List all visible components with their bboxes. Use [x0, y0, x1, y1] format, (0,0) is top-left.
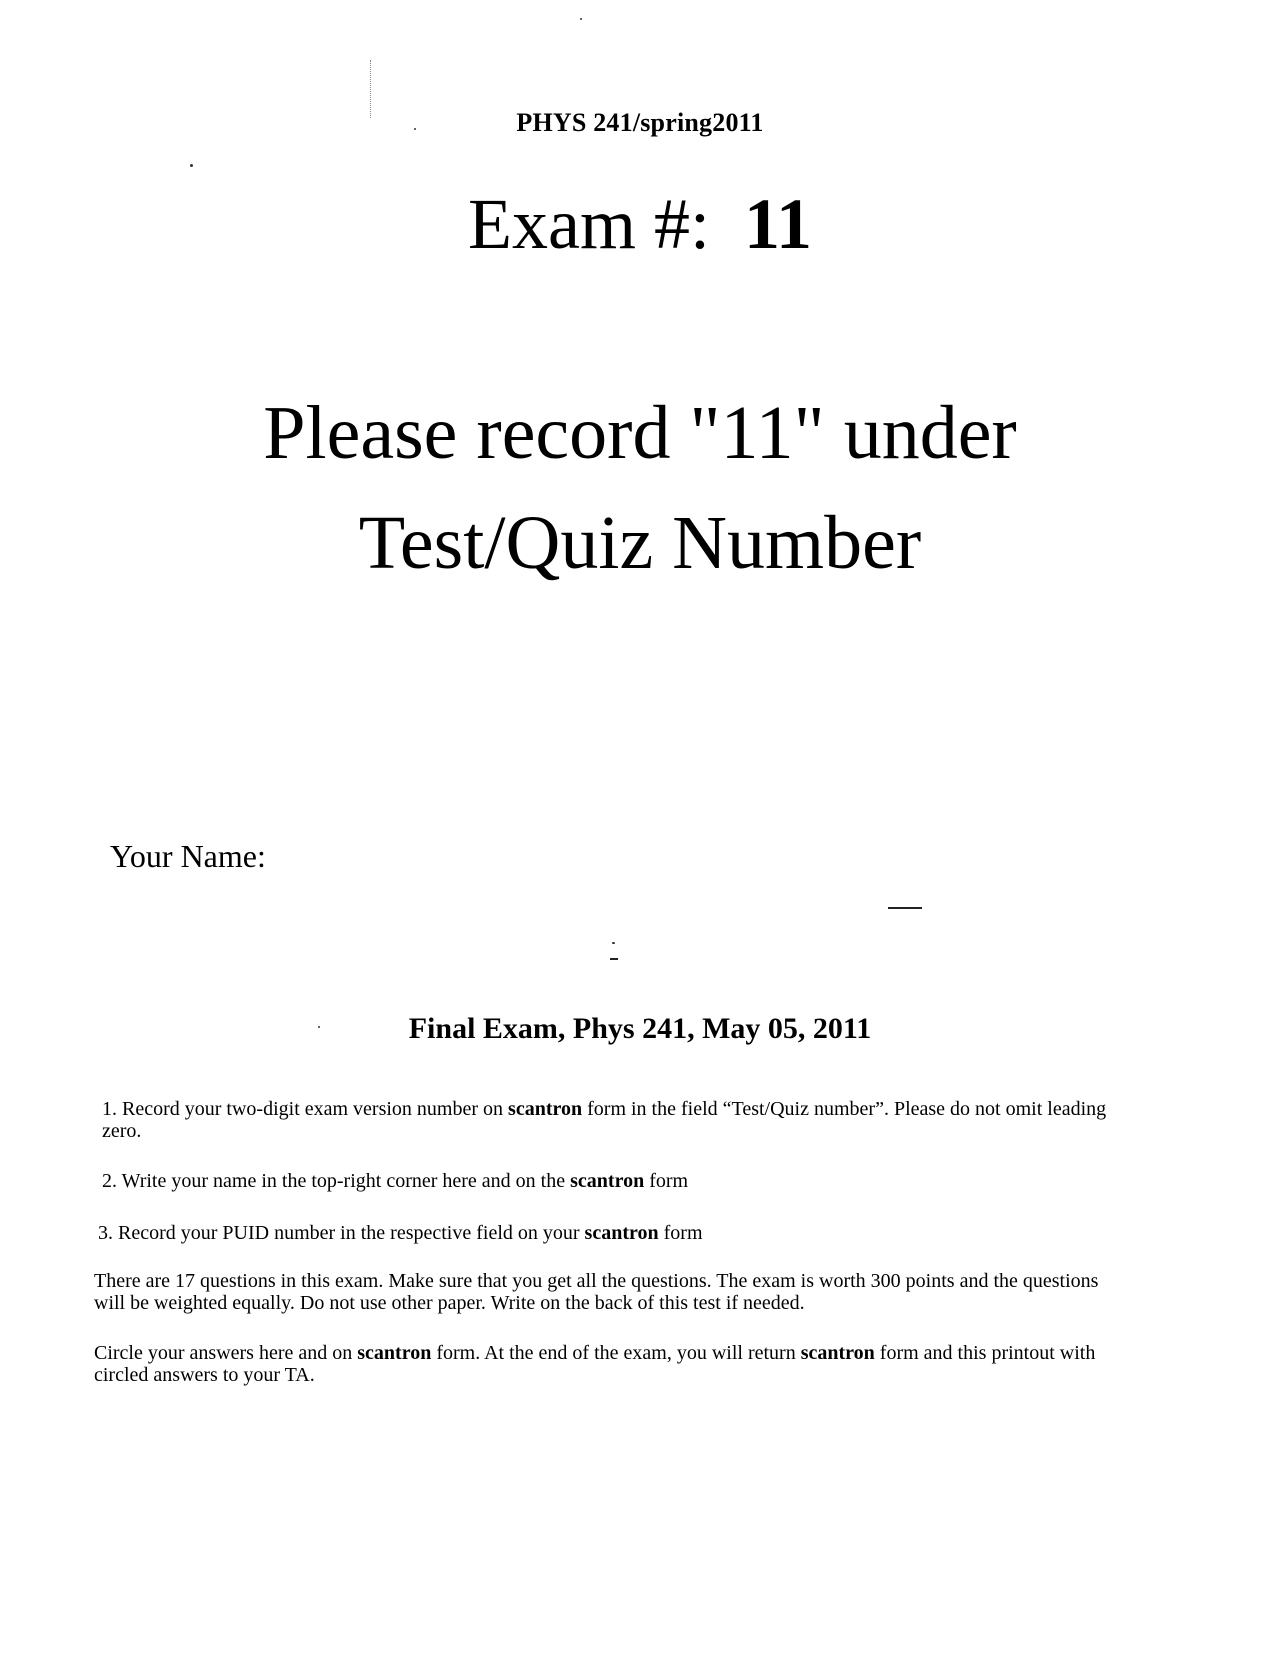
scan-speck: [190, 164, 193, 167]
exam-label: Exam #:: [468, 184, 710, 264]
exam-number-heading: [0, 184, 1280, 264]
course-header: PHYS 241/spring2011: [516, 108, 764, 137]
instruction-questions-paragraph: There are 17 questions in this exam. Make sure that you get all the questions. The exam is worth 300 points and the questions will be weighted equally. Do not use other paper. Write on the back of this test if needed.: [94, 1270, 1099, 1314]
exam-number: 11: [743, 184, 812, 264]
name-label: Your Name:: [110, 838, 266, 874]
scan-speck: [612, 942, 615, 944]
instruction-item-1: 1. Record your two-digit exam version number on scantron form in the field “Test/Quiz number”. Please do not omit leading zero.: [102, 1098, 1107, 1142]
scan-artifact-dash: [610, 958, 618, 960]
instruction-item-3: 3. Record your PUID number in the respective field on your scantron form: [98, 1222, 703, 1244]
scantron-term: scantron: [800, 1342, 875, 1364]
instructions-block: [94, 1098, 1124, 1414]
instruction-item-2: 2. Write your name in the top-right corner here and on the scantron form: [102, 1170, 689, 1192]
scantron-term: scantron: [357, 1342, 432, 1364]
scantron-term: scantron: [570, 1170, 645, 1192]
scan-artifact-dash: [888, 907, 922, 909]
instruction-circle-answers-paragraph: Circle your answers here and on scantron form. At the end of the exam, you will return scantron form and this printout with circled answers to your TA.: [94, 1342, 1096, 1386]
scantron-term: scantron: [584, 1222, 659, 1244]
record-instruction-line-2: Test/Quiz Number: [358, 501, 922, 585]
record-instruction-line-1: Please record "11" under: [263, 391, 1017, 475]
scan-speck: [580, 18, 582, 20]
final-exam-title: Final Exam, Phys 241, May 05, 2011: [408, 1012, 872, 1045]
scantron-term: scantron: [508, 1098, 583, 1120]
